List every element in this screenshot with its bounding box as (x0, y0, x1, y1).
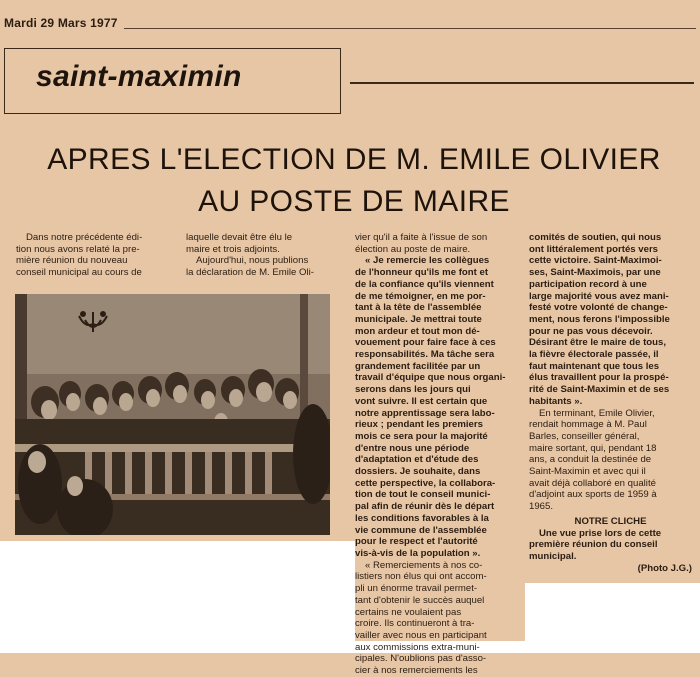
text-line: cette perspective, la collabora- (355, 477, 496, 489)
caption-line: première réunion du conseil (529, 539, 658, 551)
text-line: cier à nos remerciements les (355, 665, 478, 677)
section-title: saint-maximin (36, 60, 242, 93)
text-line: vont suivre. Il est certain que (355, 395, 488, 407)
text-line: rité de Saint-Maximin et de ses (529, 384, 670, 396)
text-line: vailler avec nous en participant (355, 629, 487, 641)
text-line: conseil municipal au cours de (16, 267, 142, 279)
text-line: comités de soutien, qui nous (529, 232, 662, 243)
text-line: ses, Saint-Maximois, par une (529, 267, 661, 279)
text-line: festé votre volonté de change- (529, 302, 668, 314)
column-2 (186, 232, 332, 279)
text-line: ont littéralement portés vers (529, 243, 659, 255)
text-line: Dans notre précédente édi- (26, 232, 143, 243)
headline-line-1: APRES L'ELECTION DE M. EMILE OLIVIER (47, 143, 661, 176)
text-line: tant à la tête de l'assemblée (355, 302, 482, 314)
text-line: de l'honneur qu'ils me font et (355, 267, 489, 279)
text-line: mière réunion du nouveau (16, 255, 128, 267)
cliche-title: NOTRE CLICHE (574, 515, 647, 527)
text-line: vis-à-vis de la population ». (355, 547, 481, 559)
text-line: maire sortant, qui, pendant 18 (529, 442, 657, 454)
text-line: tion nous avons relaté la pre- (16, 243, 140, 255)
text-line: d'adjoint aux sports de 1959 à (529, 489, 657, 501)
text-line: large majorité vous avez mani- (529, 290, 669, 302)
text-line: faut maintenant que tous les (529, 360, 660, 372)
text-line: listiers non élus qui ont accom- (355, 571, 487, 583)
text-line: aux commissions extra-muni- (355, 641, 480, 653)
text-line: cette victoire. Saint-Maximoi- (529, 255, 662, 267)
text-line: de me témoigner, en me por- (355, 290, 486, 302)
column-4 (529, 232, 692, 574)
text-line: la déclaration de M. Emile Oli- (186, 267, 314, 279)
text-line: avait déjà collaboré en qualité (529, 477, 656, 489)
text-line: notre apprentissage sera labo- (355, 407, 495, 419)
dateline: Mardi 29 Mars 1977 (4, 16, 118, 30)
text-line: responsabilités. Ma tâche sera (355, 349, 495, 361)
text-line: habitants ». (529, 395, 583, 407)
text-line: élus travaillent pour la prospé- (529, 372, 669, 384)
background-gap-left (0, 541, 355, 653)
text-line: municipale. Je mettrai toute (355, 313, 482, 325)
headline-line-2: AU POSTE DE MAIRE (198, 185, 510, 218)
text-line: pal afin de réunir dès le départ (355, 501, 495, 513)
text-line: d'adaptation et d'étude des (355, 454, 479, 466)
text-line: vouement pour faire face à ces (355, 337, 496, 349)
text-line: rendait hommage à M. Paul (529, 419, 647, 431)
text-line: élection au poste de maire. (355, 243, 471, 255)
text-line: participation record à une (529, 278, 647, 290)
photo-credit: (Photo J.G.) (637, 562, 692, 574)
column-3 (355, 232, 518, 677)
text-line: 1965. (529, 501, 554, 513)
text-line: ans, a conduit la destinée de (529, 454, 652, 466)
text-line: mon ardeur et tout mon dé- (355, 325, 480, 337)
text-line: pour ne pas vous décevoir. (529, 325, 653, 337)
text-line: Aujourd'hui, nous publions (196, 255, 309, 267)
council-meeting-photo (15, 294, 330, 535)
text-line: « Remerciements à nos co- (365, 559, 483, 571)
text-line: rieux ; pendant les premiers (355, 419, 483, 431)
text-line: « Je remercie les collègues (365, 255, 490, 267)
text-line: vier qu'il a faite à l'issue de son (355, 232, 488, 243)
text-line: d'entre nous une période (355, 442, 470, 454)
text-line: Barles, conseiller général, (529, 430, 640, 442)
background-gap-right (525, 583, 700, 653)
section-rule (350, 82, 694, 84)
text-line: vie commune de l'assemblée (355, 524, 487, 536)
text-line: les conditions favorables à la (355, 512, 489, 524)
text-line: ment, nous ferons l'impossible (529, 313, 670, 325)
text-line: dossiers. Je souhaite, dans (355, 466, 481, 478)
text-line: travail d'équipe que nous organi- (355, 372, 506, 384)
text-line: certains ne voulaient pas (355, 606, 462, 618)
text-line: Désirant être le maire de tous, (529, 337, 667, 349)
caption-line: municipal. (529, 550, 577, 562)
text-line: cipales. N'oublions pas d'asso- (355, 653, 487, 665)
text-line: croire. Ils continueront à tra- (355, 618, 475, 630)
text-line: maire et trois adjoints. (186, 243, 280, 255)
text-line: serons dans les jours qui (355, 384, 471, 396)
text-line: la fièvre électorale passée, il (529, 349, 659, 361)
text-line: En terminant, Emile Olivier, (539, 407, 655, 419)
text-line: laquelle devait être élu le (186, 232, 293, 243)
text-line: Saint-Maximin et avec qui il (529, 466, 646, 478)
text-line: mois ce sera pour la majorité (355, 430, 488, 442)
text-line: tant d'obtenir le succès auquel (355, 594, 485, 606)
text-line: de la confiance qu'ils viennent (355, 278, 494, 290)
photo-illustration (15, 294, 330, 535)
top-rule (124, 28, 696, 29)
caption-line: Une vue prise lors de cette (539, 527, 662, 539)
column-1 (16, 232, 163, 279)
text-line: pour le respect et l'autorité (355, 536, 478, 548)
text-line: grandement facilitée par un (355, 360, 481, 372)
text-line: tion de tout le conseil munici- (355, 489, 491, 501)
text-line: pli un énorme travail permet- (355, 583, 478, 595)
